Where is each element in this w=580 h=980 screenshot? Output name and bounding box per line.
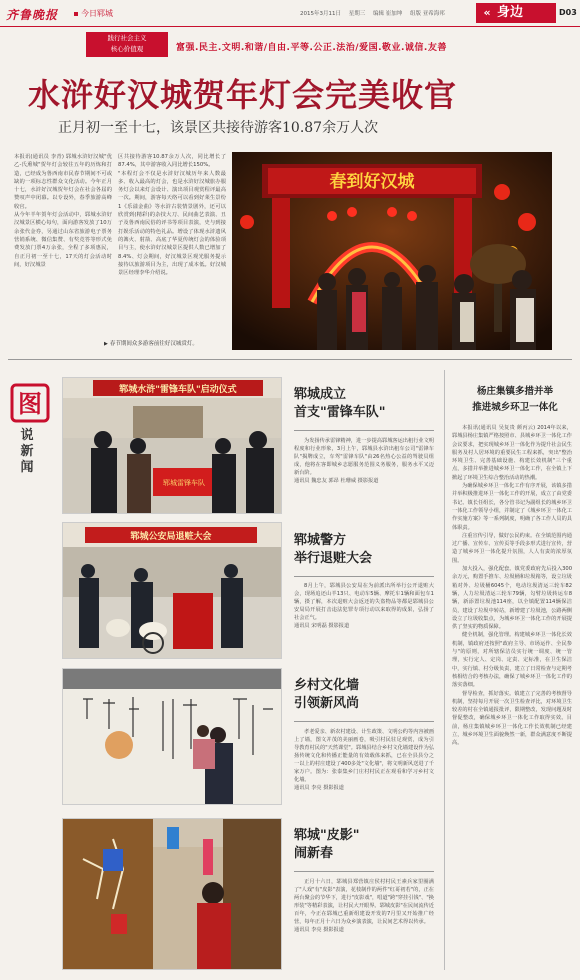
page-number: D03 — [559, 8, 577, 17]
pictorial-news-emblem-char: 图 — [18, 389, 42, 418]
right-article-paragraph: 健全机制，强化管理。构建城乡环卫一体化长效机制，镇政府还按照"政府主导、市场运作、全民参与"的原则，对所辖保洁员实行统一调度、统一管理，实行定人、定岗、定责、定标准，在卫生保洁中，实行镇、村分级负责，建立了日常检查与定期考核相结合的考核办法，确保了城乡环卫一体化工作的落实落细。 — [452, 632, 572, 689]
lead-photo-caption: ▶ 春节期间众多游客前往好汉城赏灯。 — [104, 339, 198, 347]
item1-rule — [294, 430, 434, 431]
header-rule — [0, 26, 580, 27]
right-column-divider — [444, 370, 445, 970]
item4-text: 正月十六日，郓城县郑营镇庄侯村村民王素兵家里圈满了"人戏"有"皮影"表演，花枝制作的两件"红哥初若"的，正在两台聚会的节华下，进行"皮影戏"，唱道"跨"穿挂引钱"、"换形装"等精彩表演，让村民大开眼界。郓城皮影"在民间流传近百年，今正在郓城已重新组建设开发的7月里又开始推广经营，每年正月十六日为众乡演表演，让民间艺术得以传承。 — [294, 879, 434, 925]
right-article-title-line1: 杨庄集镇多措并举 — [476, 386, 553, 397]
designer-credit: 组版 亚希海邦 — [410, 11, 445, 17]
pictorial-news-char-1: 说 — [20, 428, 34, 443]
item4-title-line1: 郓城"皮影" — [294, 828, 360, 843]
item1-credit: 通讯员 魏忠友 郭昂 杜珊威 摄影报道 — [294, 478, 379, 484]
item3-body — [294, 728, 434, 808]
pictorial-news-char-3: 闻 — [20, 460, 34, 475]
edition-name: 今日郓城 — [74, 8, 113, 19]
item2-text: 8月上午，郓城县公安局在为前派出所举行公开退赃大会，现场追还山羊13只、电动车5辆、摩托车1辆和面包车1辆，摄了解，本次退赃大会返还的失盗物品等都是郓城县公安局局开展打击违法犯罪专项行动以来取得的成果，弘扬了社会正气。 — [294, 583, 434, 621]
newspaper-logo: 齐鲁晚报 — [6, 8, 59, 22]
date-bar — [300, 9, 451, 17]
core-values-line2: 核心价值观 — [110, 45, 144, 53]
right-article-paragraph: 注重宣传引导，做好公民约束。在全镇范围内通过广播、宣传车、宣传页等手段多形式进行宣传，营造了城乡环卫一体化提升氛围，人人有责的浓厚氛围。 — [452, 532, 572, 564]
right-article-paragraph: 为确保城乡环卫一体化工作有序开展，该镇多措并举积极推进环卫一体化工作的开展，成立了由党委书记、镇长任组长，各分管书记为副组长的城乡环卫一体化工作领导小组，并制定了《城乡环卫一体化工作实施方案》等一系列制度，明确了各工作人员的具体职责。 — [452, 483, 572, 531]
item4-title — [294, 827, 360, 863]
editor-credit: 编辑 崔加坤 — [373, 11, 403, 17]
item2-title-line2: 举行退赃大会 — [294, 551, 373, 566]
core-values-box — [86, 32, 168, 57]
item4-credit: 通讯员 李亮 摄影报道 — [294, 927, 344, 933]
lantern-festival-photo — [232, 152, 552, 350]
page-subheadline: 正月初一至十七，该景区共接待游客10.87余万人次 — [58, 120, 379, 136]
right-article-paragraph: 本报讯(通讯员 吴复贵 颜丙云) 2014年以来，郓城县杨庄集镇严格按照市、县城乡环卫一体化工作会议要求，把实现城乡环卫一体化作为提升社会民生服务及村人居环境的重要民生工程来抓，突出"整治环境卫生、完善基础设施、构建长效机制"三个重点，多措并举推进城乡环卫一体化工作，在全镇上下掀起了环境卫生综合整治活动的热潮。 — [452, 425, 572, 481]
section-tab — [476, 3, 556, 23]
item1-body — [294, 437, 434, 509]
right-article-title — [455, 384, 575, 416]
item4-rule — [294, 871, 434, 872]
pictorial-news-label — [14, 428, 40, 476]
section-name: 身边 — [497, 5, 524, 20]
pictorial-news-emblem — [10, 383, 50, 423]
item1-plaque-text: 郓城雷锋车队 — [163, 479, 205, 487]
chevron-left-icon: « — [483, 6, 491, 19]
item4-body — [294, 878, 434, 968]
item2-title — [294, 532, 372, 568]
item2-banner-text: 郓城公安局退赃大会 — [130, 532, 212, 542]
item3-rule — [294, 721, 434, 722]
item1-banner-text: 郓城水浒"雷锋车队"启动仪式 — [119, 385, 237, 395]
page-headline: 水浒好汉城贺年灯会完美收官 — [28, 76, 458, 114]
lead-article-column-1: 本报讯(通讯员 李青) 郓城水浒好汉城"优乙-氏熏城"贺年灯会较往五年的历炼和打造，已经成为鲁西南市民春节期间不可或缺的一项标志性群众文化活动。今年正月十七，水浒好汉城贺年灯会在社会各届的赞叹声中闭幕。以专设外，春季旅游高峰收官。 从今年羊年贺年灯会活动中，郓城水浒好汉城景区横心每句，面向游客发放了10万余张代金券，另通过山东省旅游电子票务营销系统、微信集赞、有奖竞答等形式免费发放门票4万余张，全程了多项惠民，自正月初一至十七，17天的灯会活动时间，好汉城景 — [14, 154, 112, 268]
right-article-title-line2: 推进城乡环卫一体化 — [472, 402, 558, 413]
core-values-line1: 践行社会主义 — [107, 34, 147, 42]
right-article-body — [452, 424, 572, 969]
issue-date: 2015年3月11日 — [300, 11, 341, 17]
item2-title-line1: 郓城警方 — [294, 533, 347, 548]
right-article-paragraph: 督导检查，抓好落实。镇建立了完善的考核督导机制，坚持每月开展一次卫生检查评比，对环境卫生较差的村在全镇通报批评，限期整改，发现问题及时督促整改，确保城乡环卫一体化工作取得实效。目前，杨庄集镇城乡环卫一体化工作长效机制已经建立，城乡环境卫生面貌焕然一新，群众满意度不断提高。 — [452, 690, 572, 747]
item3-title — [294, 677, 359, 713]
item4-title-line2: 闹新春 — [294, 846, 334, 861]
page-header — [0, 0, 580, 26]
item3-title-line1: 乡村文化墙 — [294, 678, 360, 693]
item2-photo — [62, 522, 282, 659]
item2-body — [294, 582, 434, 658]
issue-weekday: 星期三 — [348, 11, 366, 17]
lantern-festival-illustration — [232, 152, 552, 350]
right-article-paragraph: 加大投入，强化配套。镇党委政府先后投入300余万元，购置手推车、垃圾桶和垃圾箱等，设立垃圾箱对外、垃圾桶6045个，电动垃圾清运三轮车82辆，人力垃圾清运三轮车79辆，勾臂垃圾转运车8辆，新添置垃圾池114座，以全镇配置114辆保洁员，建设了垃圾中转站，新增建了垃圾池，公路两侧设立了垃圾收集点，为城乡环卫一体化工作的开展提供了坚实的物质保障。 — [452, 566, 572, 631]
item1-title-line1: 郓城成立 — [294, 387, 347, 402]
core-values-slogan: 富强.民主.文明.和谐/自由.平等.公正.法治/爱国.敬业.诚信.友善 — [176, 43, 447, 53]
lantern-banner-text: 春到好汉城 — [329, 172, 415, 192]
item3-credit: 通讯员 李亮 摄影报道 — [294, 785, 344, 791]
item2-credit: 通讯员 宋明磊 摄影报道 — [294, 623, 350, 629]
section-divider — [8, 359, 572, 360]
item3-photo — [62, 668, 282, 805]
pictorial-news-char-2: 新 — [20, 444, 34, 459]
item3-text: 孝老爱亲、新农村建设、计生政策、文明公约等内容被画上了墙，图文并茂的美丽画卷，吸引村民驻足观赏，成为引导教育村民的"天然课堂"。郓城县结合乡村文化墙建设作为弘扬传统文化和传播正能量的有效载体来抓，已在全县县分之一以上的村庄建设了400多处"文化墙"，将文明新风送进了千家万户。图为：张泰集乡门庄村村民正在观看和学习乡村文化墙。 — [294, 729, 434, 783]
item3-title-line2: 引领新风尚 — [294, 696, 360, 711]
item1-text: 为发扬传承雷锋精神，进一步提高郓城客运出租行业文明程度和行业形象，3月上午，郓城县水浒出租车公司"雷锋车队"揭牌成立，车驾"雷锋车队"由26名热心公益的驾驶员组成，他将在客即城乡志愿服务范围义务服务，服务水平又迈新台阶。 — [294, 438, 434, 476]
item1-title — [294, 386, 386, 422]
item1-title-line2: 首支"雷锋车队" — [294, 405, 386, 420]
item1-photo — [62, 377, 282, 514]
lead-article-column-2: 区共接待游客10.87余万人次，同比增长了87.4%，其中游客收入同比增长150%。 "本程灯会不仅是水浒好汉城历年来人数最多、收入最高的灯会，也是水浒好汉城旅办服务灯会以来灯会设计、演出项目观赏程评最高一次。期间，游客每天络可以看到好莱生景纷1《乐溢金曲》等水浒古装情景剧外，还可以欣赏到(精彩)的杂技大刀、民间曲艺表演、丑子及鲁西南民俗的评书等项目表演，史与到接打娱乐活动的特色礼品。增设了体现水浒遗风的篝火、射箭、高底了华夏传统灯会的体验项目与主，使水浒好汉城景区提供人数已增加了8.4%、灯会期间，好汉城景区观光服务提示接待以旅游项目为主，出现了成本低。好汉城景区经理李华介绍说。 — [118, 154, 226, 277]
item2-rule — [294, 576, 434, 577]
item4-photo — [62, 818, 282, 970]
